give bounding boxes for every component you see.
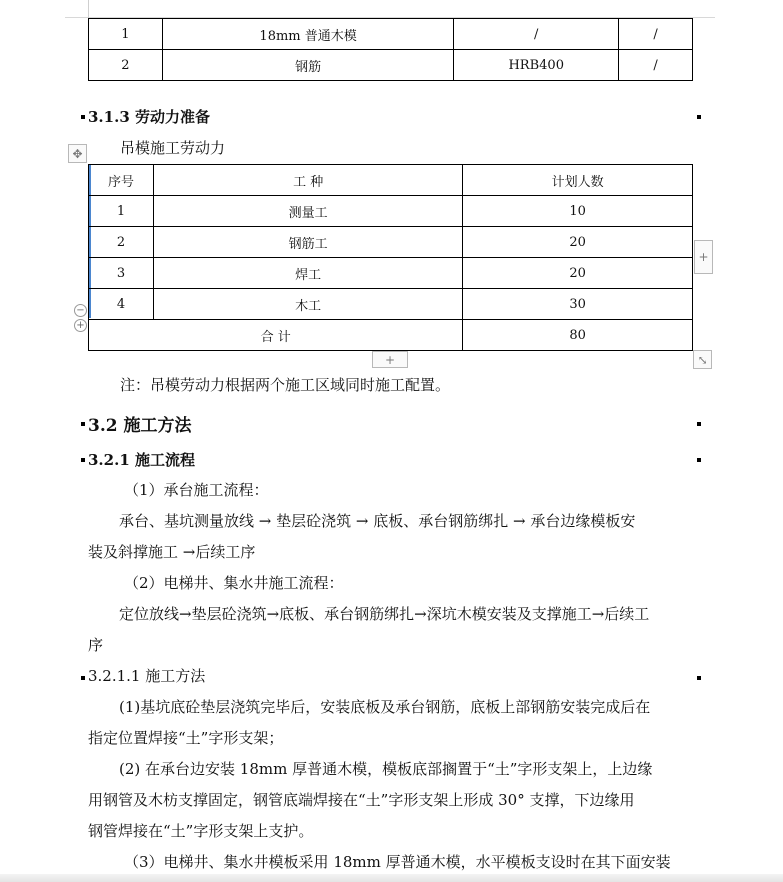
table-cell[interactable]: 3	[89, 258, 154, 289]
labor-total-table	[88, 319, 693, 351]
heading-marker	[697, 676, 701, 680]
table-cell[interactable]: 20	[463, 227, 693, 258]
column-header-no[interactable]: 序号	[89, 165, 154, 196]
table-cell[interactable]: 1	[89, 19, 163, 50]
table-row	[89, 196, 693, 227]
table-cell[interactable]: 钢筋工	[153, 227, 462, 258]
table-cell[interactable]: 18mm 普通木模	[162, 19, 453, 50]
table-cell[interactable]: 钢筋	[162, 50, 453, 81]
table-cell[interactable]: /	[619, 19, 693, 50]
add-column-button[interactable]: +	[694, 240, 713, 274]
heading-marker	[697, 115, 701, 119]
method-para-line: (1)基坑底砼垫层浇筑完毕后，安装底板及承台钢筋，底板上部钢筋安装完成后在	[119, 698, 651, 716]
cap-flow-line: 装及斜撑施工 →后续工序	[88, 543, 256, 561]
table-cell[interactable]: 木工	[153, 289, 462, 320]
method-para-line: 指定位置焊接“土”字形支架；	[88, 729, 284, 747]
table-cell[interactable]: /	[619, 50, 693, 81]
cap-flow-line: 承台、基坑测量放线 → 垫层砼浇筑 → 底板、承台钢筋绑扎 → 承台边缘模板安	[119, 512, 636, 530]
method-para-line: 用钢管及木枋支撑固定，钢管底端焊接在“土”字形支架上形成 30° 支撑，下边缘用	[88, 791, 635, 809]
table-row	[89, 50, 693, 81]
heading-method: 3.2 施工方法	[88, 416, 192, 436]
table-cell[interactable]: 2	[89, 227, 154, 258]
heading-marker	[697, 458, 701, 462]
table-resize-handle-icon[interactable]: ⤡	[693, 350, 712, 369]
total-label-cell[interactable]: 合 计	[89, 320, 463, 351]
table-total-row	[89, 320, 693, 351]
table-row	[89, 19, 693, 50]
column-header-count[interactable]: 计划人数	[463, 165, 693, 196]
heading-bullet	[81, 422, 85, 426]
minus-circle-icon[interactable]: −	[74, 304, 87, 317]
pit-flow-title: （2）电梯井、集水井施工流程：	[124, 574, 344, 592]
table-cell[interactable]: 2	[89, 50, 163, 81]
total-value-cell[interactable]: 80	[463, 320, 693, 351]
table-cell[interactable]: 4	[89, 289, 154, 320]
table-row	[89, 258, 693, 289]
table-cell[interactable]: 10	[463, 196, 693, 227]
window-bottom-edge	[0, 874, 783, 882]
table-header-row	[89, 165, 693, 196]
labor-note: 注：吊模劳动力根据两个施工区域同时施工配置。	[120, 376, 451, 394]
method-para-line: (2) 在承台边安装 18mm 厚普通木模，模板底部搁置于“土”字形支架上，上边缘	[119, 760, 653, 778]
labor-caption: 吊模施工劳动力	[120, 139, 226, 157]
heading-bullet	[81, 115, 85, 119]
table-cell[interactable]: HRB400	[454, 50, 619, 81]
materials-table	[88, 18, 693, 81]
table-cell[interactable]: 1	[89, 196, 154, 227]
table-move-handle-icon[interactable]: ✥	[68, 144, 87, 163]
table-cell[interactable]: 30	[463, 289, 693, 320]
heading-method-detail: 3.2.1.1 施工方法	[88, 667, 206, 685]
margin-guide	[88, 0, 89, 18]
table-cell[interactable]: 测量工	[153, 196, 462, 227]
cap-flow-title: （1）承台施工流程：	[124, 481, 269, 499]
heading-labor: 3.1.3 劳动力准备	[88, 108, 210, 126]
method-para-line: （3）电梯井、集水井模板采用 18mm 厚普通木模，水平模板支设时在其下面安装	[124, 853, 671, 871]
table-cell[interactable]: /	[454, 19, 619, 50]
pit-flow-line: 定位放线→垫层砼浇筑→底板、承台钢筋绑扎→深坑木模安装及支撑施工→后续工	[119, 605, 650, 623]
table-row	[89, 289, 693, 320]
heading-flow: 3.2.1 施工流程	[88, 451, 195, 469]
pit-flow-line: 序	[88, 636, 104, 654]
add-row-button[interactable]: +	[372, 351, 408, 368]
heading-bullet	[81, 676, 85, 680]
column-header-type[interactable]: 工 种	[153, 165, 462, 196]
table-cell[interactable]: 焊工	[153, 258, 462, 289]
heading-marker	[697, 422, 701, 426]
table-row	[89, 227, 693, 258]
labor-table	[88, 164, 693, 320]
method-para-line: 钢管焊接在“土”字形支架上支护。	[88, 822, 314, 840]
heading-bullet	[81, 458, 85, 462]
plus-circle-icon[interactable]: +	[74, 319, 87, 332]
table-cell[interactable]: 20	[463, 258, 693, 289]
